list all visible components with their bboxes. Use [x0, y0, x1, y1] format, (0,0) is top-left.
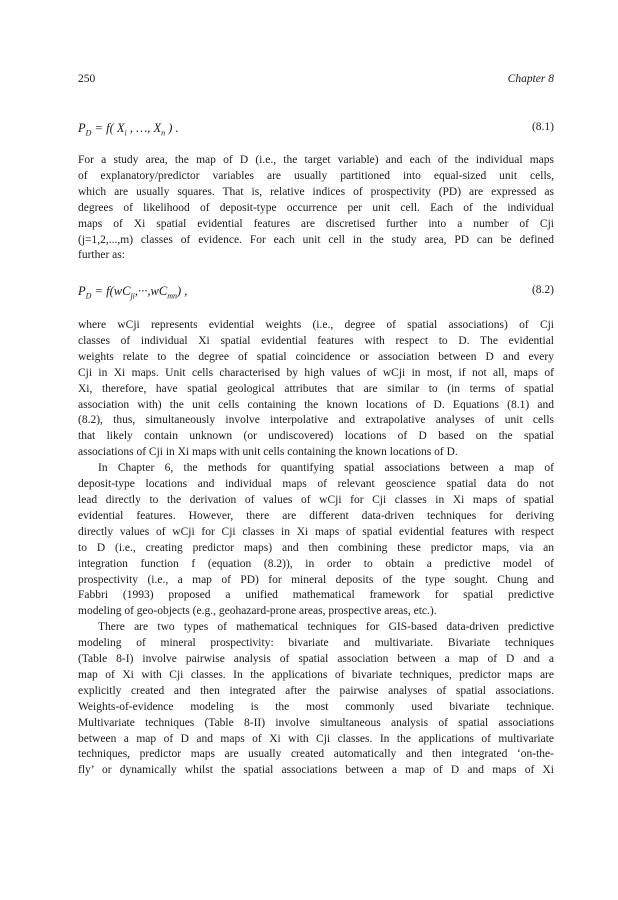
equation-8-1: [78, 121, 554, 138]
text-line: Fabbri (1993) proposed a unified mathematical framework for spatial predictive: [78, 589, 554, 602]
text-line: deposit-type locations and individual maps of relevant geoscience spatial data do not: [78, 478, 554, 491]
text-line: prospectivity (i.e., a map of PD) for mineral deposits of the type sought. Chung and: [78, 573, 554, 586]
paragraph-1: [78, 153, 554, 264]
page-number: 250: [78, 73, 96, 85]
equation-number: (8.2): [531, 284, 554, 296]
text-line: further as:: [78, 249, 125, 262]
text-line: association with) the unit cells containing the known locations of D. Equations (8.1) and: [78, 398, 554, 411]
text-line: associations of Cji in Xi maps with unit cells containing the known locations of D.: [78, 446, 458, 459]
text-line: modeling of mineral prospectivity: bivariate and multivariate. Bivariate techniques: [78, 637, 554, 650]
text-line: Weights-of-evidence modeling is the most commonly used bivariate technique.: [78, 700, 554, 713]
text-line: techniques, predictor maps are usually created automatically and then integrated ‘on-the-: [78, 748, 554, 761]
text-line: directly values of wCji for Cji classes in Xi maps of spatial evidential features with respect: [78, 525, 554, 538]
text-line: integration function f (equation (8.2)), in order to obtain a predictive model of: [78, 557, 554, 570]
equation-number: (8.1): [531, 121, 554, 133]
text-line: (j=1,2,...,m) classes of evidence. For each unit cell in the study area, PD can be defined: [78, 233, 554, 246]
text-line: degrees of likelihood of deposit-type occurrence per unit cell. Each of the individual: [78, 201, 554, 214]
text-line: that likely contain unknown (or undiscovered) locations of D based on the spatial: [78, 430, 554, 443]
text-line: maps of Xi spatial evidential features are discretised further into a number of Cji: [78, 217, 554, 230]
text-line: modeling of geo-objects (e.g., geohazard-prone areas, prospective areas, etc.).: [78, 605, 437, 618]
text-line: where wCji represents evidential weights (i.e., degree of spatial associations) of Cji: [78, 319, 554, 331]
text-line: weights relate to the degree of spatial coincidence or association between D and every: [78, 350, 554, 363]
text-line: to D (i.e., creating predictor maps) and then combining these predictor maps, via an: [78, 541, 554, 554]
text-line: between a map of D and maps of Xi with Cji classes. In the applications of multivariate: [78, 732, 554, 745]
text-line: Cji in Xi maps. Unit cells characterised by high values of wCji in most, if not all, maps of: [78, 366, 554, 379]
text-line: map of Xi with Cji classes. In the applications of bivariate techniques, predictor maps are: [78, 668, 554, 681]
text-line: classes of individual Xi spatial evidential features with respect to D. The evidential: [78, 334, 554, 347]
text-line: Multivariate techniques (Table 8-II) involve simultaneous analysis of spatial associations: [78, 716, 554, 729]
equation-8-2-formula: $P_D = f(wC_{ji},\cdot\cdot\cdot,wC_{mn})$ ,: [78, 284, 188, 301]
equation-8-2: [78, 284, 554, 301]
paragraph-2: [78, 318, 554, 779]
chapter-title: Chapter 8: [507, 73, 554, 85]
text-line: For a study area, the map of D (i.e., the target variable) and each of the individual maps: [78, 154, 554, 166]
text-line: (8.2), thus, simultaneously involve interpolative and extrapolative analyses of unit cells: [78, 414, 554, 427]
text-line: There are two types of mathematical techniques for GIS-based data-driven predictive: [98, 621, 554, 634]
text-line: of explanatory/predictor variables are usually partitioned into equal-sized unit cells,: [78, 169, 554, 182]
text-line: evidential features. However, there are different data-driven techniques for deriving: [78, 509, 554, 522]
text-line: fly’ or dynamically whilst the spatial associations between a map of D and maps of Xi: [78, 764, 554, 777]
text-line: which are usually squares. That is, relative indices of prospectivity (PD) are expressed as: [78, 185, 554, 198]
text-line: In Chapter 6, the methods for quantifying spatial associations between a map of: [98, 462, 554, 475]
text-line: (Table 8-I) involve pairwise analysis of spatial association between a map of D and a: [78, 653, 554, 666]
equation-8-1-formula: $P_D = f$( $X_i$ , …, $X_n$ ) .: [78, 121, 179, 138]
text-line: Xi, therefore, have spatial geological attributes that are similar to (in terms of spatial: [78, 382, 554, 395]
text-line: lead directly to the derivation of values of wCji for Cji classes in Xi maps of spatial: [78, 493, 554, 506]
text-line: explicitly created and then integrated after the pairwise analyses of spatial associations.: [78, 684, 554, 697]
